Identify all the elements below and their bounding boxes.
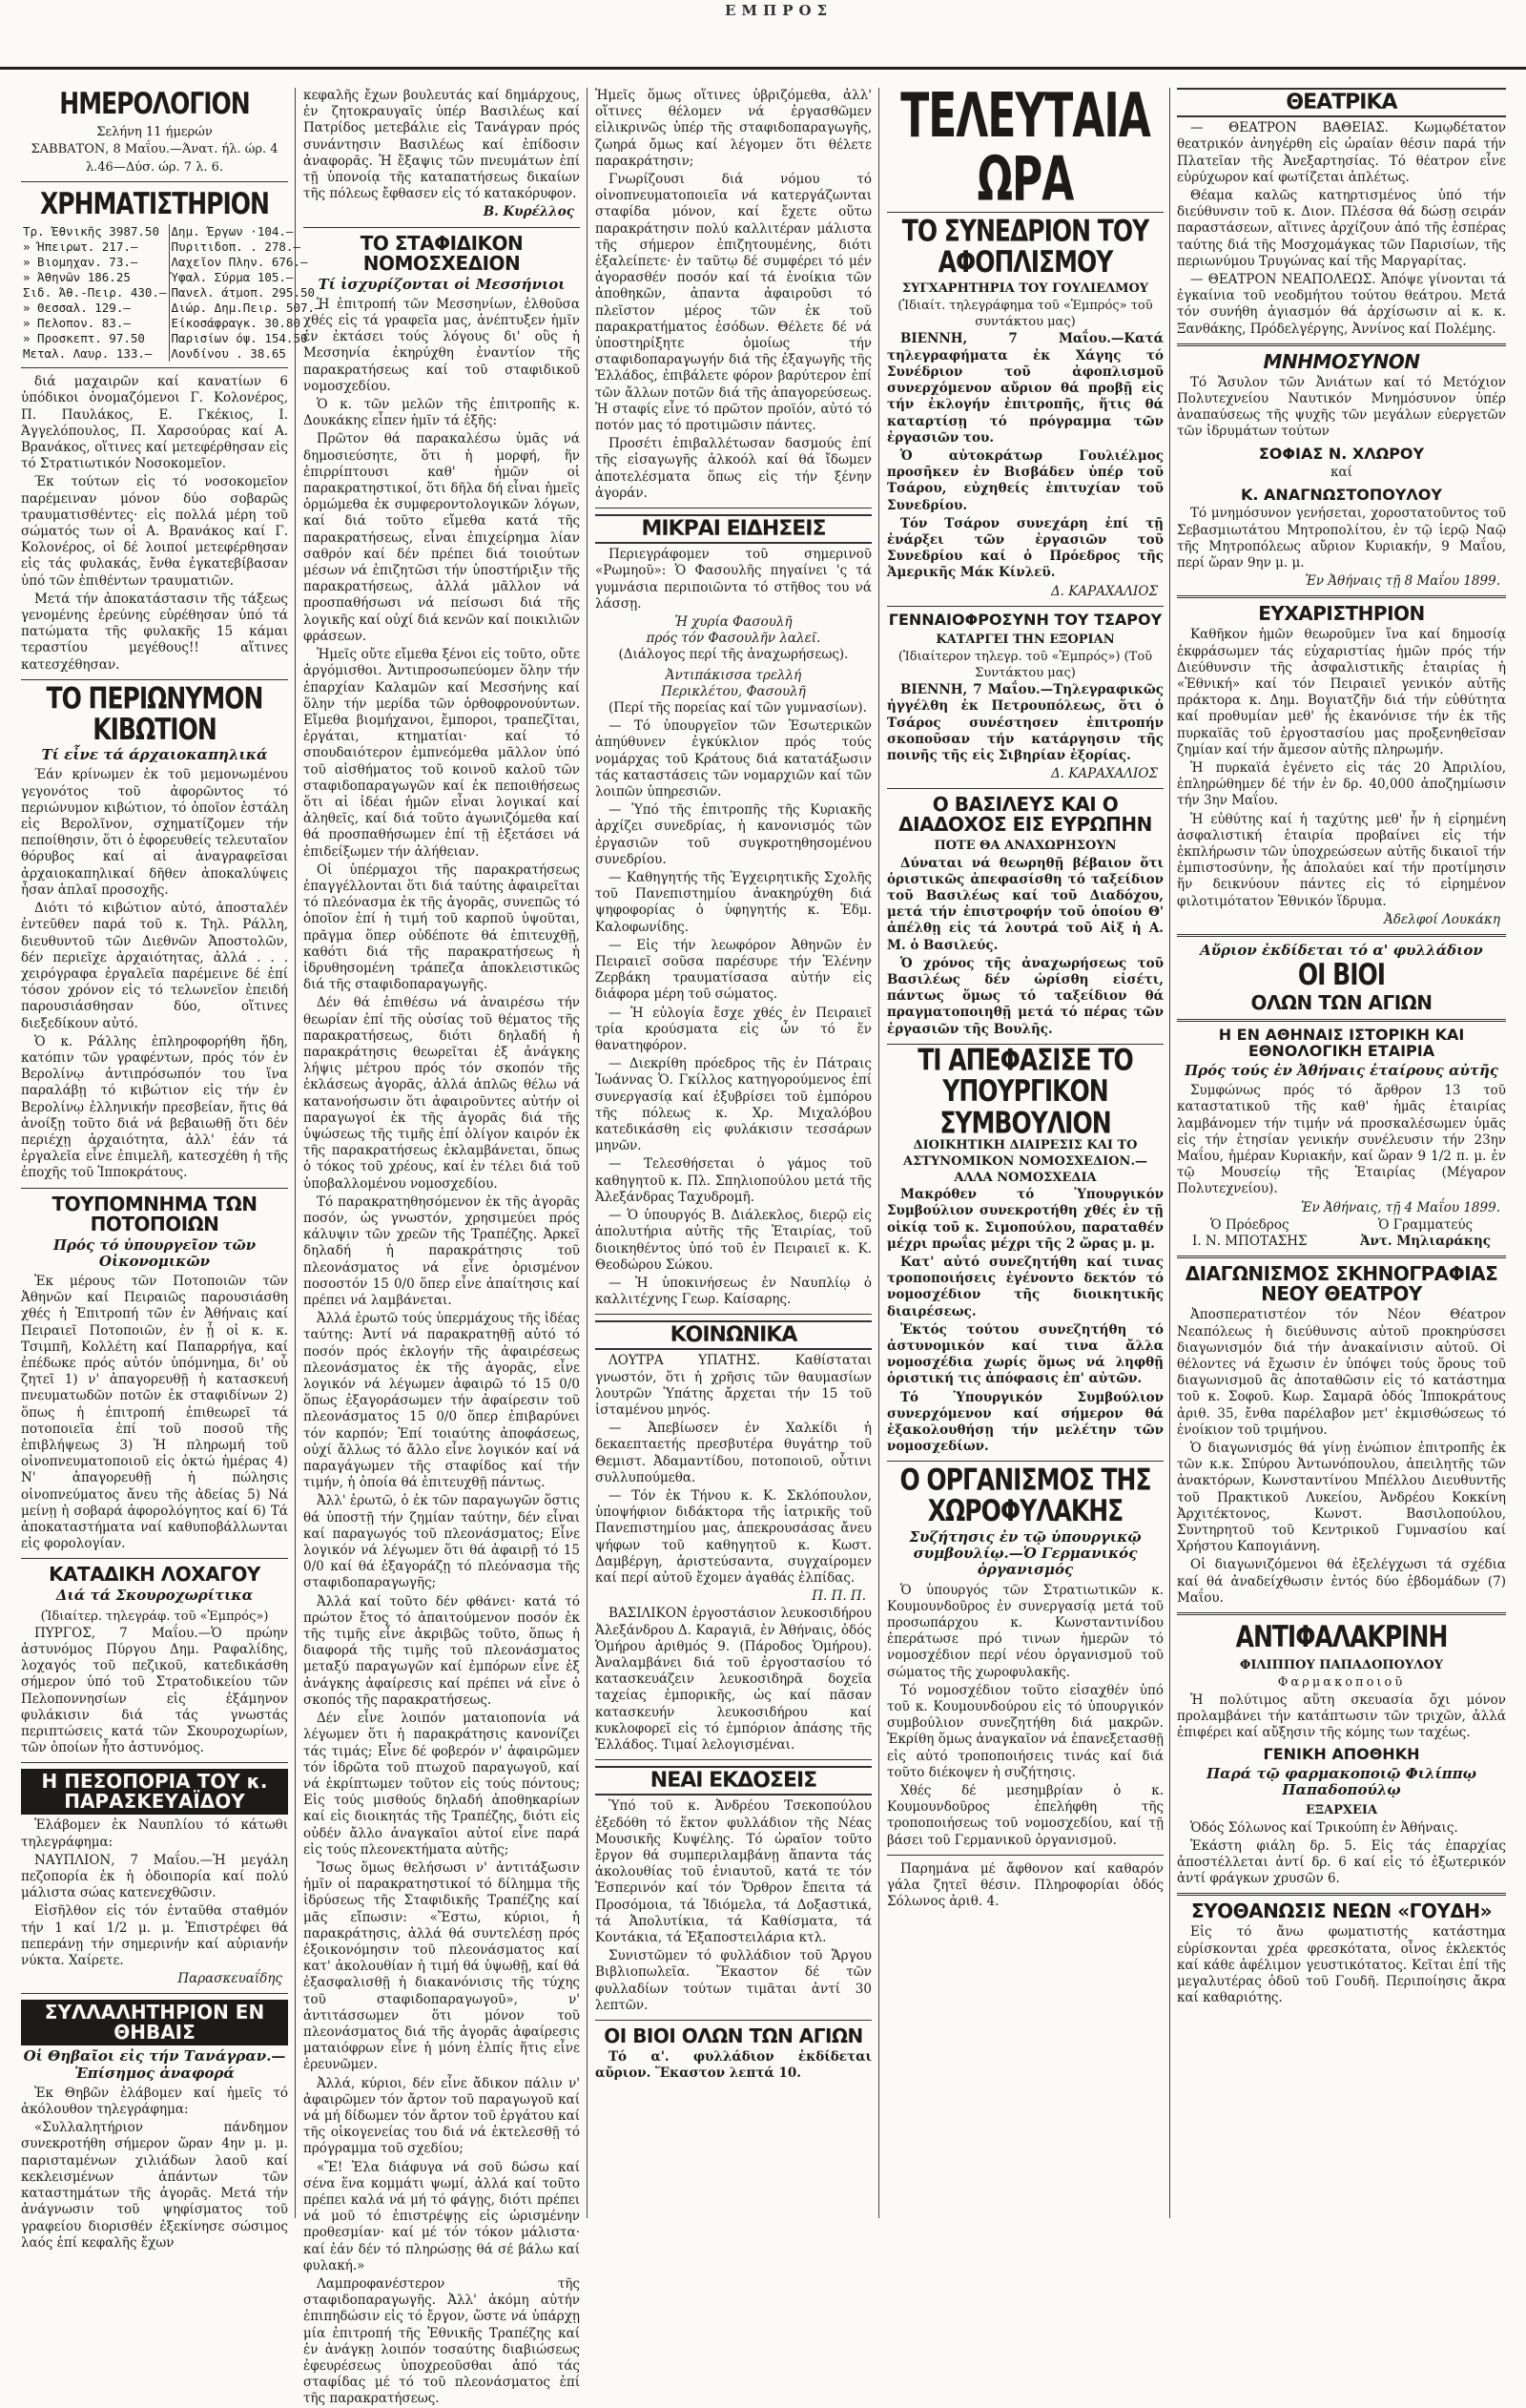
article-text: Τό μνημόσυνον γενήσεται, χοροστατοῦντος τοῦ Σεβασμιωτάτου Μητροπολίτου, ἐν τῷ ἱερῷ Ναῷ τῆς Μητροπόλεως αὔριον Κυριακήν, 9 Μαΐου, περί ὥραν 9ην μ. μ. — [1177, 506, 1506, 571]
article-text: Γνωρίζουσι διά νόμου τό οἰνοπνευματοποιεῖα νά κατεργάζωνται σταφίδα μόνον, καί ἔχετε οὕτω παρακράτησιν πολύ καλλιτέραν μάλιστα τῆς σήμερον ἐπιζητουμένης, διότι ἐξαλείπετε· ἐν ταῦτῳ δέ συμφέρει τό μέν ἀγορασθέν ποσόν καί τά ἐνοίκια τῶν ἀποθηκῶν, ἀπαντα ἀφαιροῦσι τό πλεῖστον μέρος τῶν ἐκ τοῦ παρακρατήματος ἐσόδων. Θέλετε δέ νά ὑποστηρίξητε ὁμοίως τήν σταφιδοπαραγωγήν διά τῆς ἐξαγωγῆς τῆς Ἑλλάδος, ἐπιβάλετε φόρον βαρύτερον ἐπί τῶν ἄλλων ποτῶν διά τῆς ἀπαγορεύσεως. Ἡ σταφίς εἶνε τό πρῶτον προϊόν, αὐτό τό ποτόν μας τό προτιμῶσιν πάντες. — [595, 172, 872, 434]
headline-eucharistirion: ΕΥΧΑΡΙΣΤΗΡΙΟΝ — [1258, 602, 1425, 626]
headline-organismos: Ο ΟΡΓΑΝΙΣΜΟΣ ΤΗΣ ΧΩΡΟΦΥΛΑΚΗΣ — [899, 1463, 1151, 1529]
article-text: Ἐκάστη φιάλη δρ. 5. Εἰς τάς ἐπαρχίας ἀποστέλλεται ἀντί δρ. 6 καί εἰς τό ἐξωτερικόν ἀντί φράγκων χρυσῶν 6. — [1177, 1837, 1506, 1887]
article-text: Δέν εἶνε λοιπόν ματαιοπονία νά λέγωμεν ὅτι ἡ παρακράτησις κανονίζει τάς τιμάς; Εἶνε δέ φοβερόν ν' ἀφαιρῶμεν τόν ἱδρῶτα τοῦ πτωχοῦ παραγωγοῦ, καί νά ἐκρίπτωμεν τοῦτον εἰς τούς πόντους; Εἰς τούς μισθούς δηλαδή ἀποθηκαρίων καί εἰς διοικητάς τῆς Τραπέζης, διότι εἰς οὐδέν ἄλλο ἀναγκαῖοι αὐτοί εἶνε παρά εἰς τούς πλεονεκτήματα αὐτῆς; — [303, 1711, 580, 1858]
headline-koinonika: ΚΟΙΝΩΝΙΚΑ — [595, 1320, 872, 1350]
verse-line: Περικλέτου, Φασουλῆ — [661, 683, 806, 699]
article-text: (Περί τῆς πορείας καί τῶν γυμνασίων). — [608, 700, 867, 716]
article-text: — Τελεσθήσεται ὁ γάμος τοῦ καθηγητοῦ κ. Πλ. Σπηλιοπούλου μετά τῆς Ἀλεξάνδρας Ταχυδρομῆ. — [595, 1156, 872, 1205]
signature-name: Ἀντ. Μηλιαράκης — [1360, 1234, 1491, 1250]
verse-line: Ἀντιπάκισσα τρελλή — [665, 667, 802, 683]
article-text: Ἴσως ὅμως θελήσωσι ν' ἀντιτάξωσιν ἡμῖν οἱ παρακρατηστικοί τό δίλημμα τῆς ἱδρύσεως τῆς Σταφιδικῆς Τραπέζης καί μᾶς εἴπωσιν: «Ἔστω, κύριοι, ἡ παρακράτησις, ἀλλά θά συντελέσῃ πρός ἐξοικονόμησιν τοῦ πλεονάσματος καί κατ' ἀκολουθίαν ἡ τιμή θά ὑψωθῇ, καί θά ἐξασφαλισθῇ ἡ διακανόνισις τῆς τύχης τοῦ σταφιδοπαραγωγοῦ», ν' ἀντιτάσσωμεν ὅτι μόνον τοῦ πλεονάσματος διά τῆς ἀγορᾶς ἀφαίρεσις ματαιόφρων εἶνε ἡ μόνη ἐλπίς ἥτις εἶνε ἐρευνῶμεν. — [303, 1859, 580, 2073]
subheadline: Πρός τούς ἐν Ἀθήναις ἑταίρους αὐτῆς — [1184, 1062, 1499, 1080]
subheadline: ΣΥΓΧΑΡΗΤΗΡΙΑ ΤΟΥ ΓΟΥΛΙΕΛΜΟΥ — [901, 280, 1149, 296]
article-text: διά μαχαιρῶν καί κανατίων 6 ὑπόδικοι ὀνομαζόμενοι Γ. Κολονέρος, Π. Παυλάκος, Ε. Γκέκιος, Ι. Άγγελόπουλος, Π. Χαρσούρας καί Α. Βρανάκος, οἵτινες καί μετεφέρθησαν εἰς τό Στρατιωτικόν Νοσοκομεῖον. — [21, 374, 288, 472]
bourse-table — [21, 224, 324, 362]
headline-potopoioi: ΤΟΥΠΟΜΝΗΜΑ ΤΩΝ ΠΟΤΟΠΟΙΩΝ — [52, 1192, 258, 1235]
bourse-row — [21, 346, 324, 362]
bourse-cell: Παρισίων όψ. 154.50 — [169, 331, 324, 346]
bourse-cell: Πανελ. άτμοπ. 295.50 — [169, 285, 324, 301]
ad-title: ΟΙ ΒΙΟΙ — [1297, 957, 1386, 992]
article-text: Ἀλλ' ἐρωτῶ, ὁ ἐκ τῶν παραγωγῶν ὅστις θά ὑποστῇ τήν ζημίαν ταύτην, δέν εἶναι καί παραγωγός τοῦ πλεονάσματος; Εἶνε λογικόν νά λέγωμεν ὅτι θά ἀφαιρῇ τό 15 0/0 καί θά ἐξαγοράζῃ τό πλεόνασμα τῆς σταφιδοπαραγωγῆς; — [303, 1493, 580, 1591]
headline-mnimosynon: ΜΝΗΜΟΣΥΝΟΝ — [1263, 349, 1420, 373]
memorial-name: ΣΟΦΙΑΣ Ν. ΧΛΩΡΟΥ — [1258, 444, 1425, 463]
bourse-row — [21, 301, 324, 316]
headline-syllalitirion: ΣΥΛΛΑΛΗΤΗΡΙΟΝ ΕΝ ΘΗΒΑΙΣ — [21, 2000, 288, 2045]
signature: Β. Κυρέλλος — [483, 204, 574, 220]
article-text: Ὁ χρόνος τῆς ἀναχωρήσεως τοῦ Βασιλέως δέν ὡρίσθη εἰσέτι, πάντως ὅμως τό ταξείδιον θά πραγματοποιηθῇ μετά τό πέρας τῶν ἐργασιῶν τῆς Βουλῆς. — [887, 955, 1164, 1037]
signature-right — [1360, 1217, 1491, 1250]
column-5 — [1177, 88, 1506, 2218]
article-text: κεφαλῆς ἔχων βουλευτάς καί δημάρχους, ἐν ζητοκραυγαῖς ὑπέρ Βασιλέως καί Πατρίδος μετεβάλιε εἰς Τανάγραν πρός συνάντησιν Βασιλέως καί ἐπίδοσιν ἀναφορᾶς. Ἡ ἔξαψις τῶν πνευμάτων ἐπί τῇ ὑπονοίᾳ τῆς καταπατήσεως δικαίων τῆς πόλεως ἔφθασεν εἰς τό κατακόρυφον. — [303, 88, 580, 202]
bourse-cell: Λονδίνου . 38.65 — [169, 346, 324, 362]
subheadline: ΚΑΤΑΡΓΕΙ ΤΗΝ ΕΞΟΡΙΑΝ — [936, 632, 1115, 647]
article-text: Τό Ἄσυλον τῶν Ἀνιάτων καί τό Μετόχιον Πολυτεχνείου Ναυτικόν Μνημόσυνον ὑπέρ ἀναπαύσεως τῆς ψυχῆς τῶν μεγάλων εὐεργετῶν τῶν ἱδρυμάτων τούτων — [1177, 374, 1506, 440]
article-text: — Ἡ εὐλογία ἔσχε χθές ἐν Πειραιεῖ τρία κρούσματα εἰς ὧν τό ἕν θανατηφόρον. — [595, 1005, 872, 1054]
subheadline: Παρά τῷ φαρμακοποιῷ Φιλίππῳ Παπαδοπούλῳ — [1206, 1765, 1476, 1799]
article-text: Ἡ ἐπιτροπή τῶν Μεσσηνίων, ἐλθοῦσα χθές εἰς τά γραφεῖα μας, ἀνέπτυξεν ἡμῖν ἐν ἐκτάσει τούς λόγους δι' οὓς ἡ Μεσσηνία ἐκηρύχθη ἐναντίον τῆς παρακρατήσεως καί τοῦ σταφιδικοῦ νομοσχεδίου. — [303, 296, 580, 394]
article-text: — Τόν ἐκ Τήνου κ. Κ. Σκλόπουλον, ὑποψήφιον διδάκτορα τῆς ἰατρικῆς τοῦ Πανεπιστημίου μας, ἀπεκρουσάσας ἄνευ ψήφων τοῦ καθηγητοῦ κ. Κωστ. Δαμβέργη, ἀριστεύσαντα, συγχαίρομεν καί περί αὐτοῦ ἔχομεν ἀγαθάς ἐλπίδας. — [595, 1488, 872, 1587]
classified-ad: Παρημάνα μέ ἄφθονον καί καθαρόν γάλα ζητεῖ θέσιν. Πληροφορίαι ὁδός Σόλωνος ἀριθ. 4. — [887, 1860, 1164, 1910]
article-text: ΠΥΡΓΟΣ, 7 Μαΐου.—Ὁ πρώην ἀστυνόμος Πύργου Δημ. Ραφαλίδης, λοχαγός τοῦ πεζικοῦ, κατεδικάσθη σήμερον ὑπό τοῦ Στρατοδικείου τῶν Πελοποννησίων εἰς ἐξάμηνον φυλάκισιν διά τάς γνωστάς περιπτώσεις κατά τῶν Σκουροχωρίων, τῶν ὁποίων ἧτο ἀστυνόμος. — [21, 1625, 288, 1756]
bourse-cell: » Ήπειρωτ. 217.— — [23, 239, 138, 255]
article-text: Θέαμα καλῶς κατηρτισμένος ὑπό τήν διεύθυνσιν τοῦ κ. Διον. Πλέσσα θά δώσῃ σειράν παραστάσεων, αἵτινες ἀρχίζουν ἀπό τῆς ἑσπέρας ταύτης διά τῆς Μοσχομάγκας τῶν Παρισίων, τῆς περιωνύμου Τρυγώνας καί τῆς Μαργαρίτας. — [1177, 187, 1506, 269]
article-text: — Ὁ ὑπουργός Β. Διάλεκλος, διερῷ εἰς ἀπολυτήρια αὐτῆς τῆς Ἐταιρίας, τοῦ διοικηθέντος ὑπό τοῦ ἐν Πειραιεῖ κ. Κ. Θεοδώρου Σώκου. — [595, 1208, 872, 1273]
bourse-row — [21, 331, 324, 346]
article-text: Ὑπό τοῦ κ. Ἀνδρέου Τσεκοπούλου ἐξεδόθη τό ἕκτον φυλλάδιον τῆς Νέας Μουσικῆς Κυψέλης. Τό ὡραῖον τοῦτο ἔργον θά συμπεριλαμβάνῃ ἅπαντα τάς ἀκολουθίας τοῦ ἐνιαυτοῦ, κατά τε τόν Ἑσπερινόν καί τόν Ὄρθρον ἔπειτα τά Προσόμοια, τά Ἰδιόμελα, τά Δοξαστικά, τά Ἀπολυτίκια, τά Καθίσματα, τά Κοντάκια, τά Ἐξαποστειλάρια κτλ. — [595, 1798, 872, 1945]
article-text: Ἡ πυρκαϊά ἐγένετο εἰς τάς 20 Ἀπριλίου, ἐπληρώθημεν δέ τήν ἐν δρ. 40,000 ἀποζημίωσιν τήν 3ην Μαΐου. — [1177, 759, 1506, 809]
subheadline: Συζήτησις ἐν τῷ ὑπουργικῷ συμβουλίῳ.—Ὁ Γερμανικός ὀργανισμός — [909, 1527, 1142, 1579]
article-text: — ΘΕΑΤΡΟΝ ΝΕΑΠΟΛΕΩΣ. Ἀπόψε γίνονται τά ἐγκαίνια τοῦ νεοδμήτου τούτου θεάτρου. Μετά τόν συνήθη ἁγιασμόν θά ἀρχίσωσιν αἱ κ. κ. Ξανθάκης, Πρόδελγέργης, Ἀννίνος καί Πολέμης. — [1177, 271, 1506, 337]
article-text: — Εἰς τήν λεωφόρον Ἀθηνῶν ἐν Πειραιεῖ σοῦσα παρέσυρε τήν Ἑλένην Ζερβάκη τραυματίσασα αὐτήν εἰς διάφορα μέρη τοῦ σώματος. — [595, 937, 872, 1003]
article-text: Οἱ διαγωνιζόμενοι θά ἐξελέγχωσι τά σχέδια καί θά ἀναδείχθωσιν ἐντός δύο ἑβδομάδων (7) Μαΐου. — [1177, 1557, 1506, 1606]
bourse-cell: Είκοσάφραγκ. 30.80 — [169, 316, 324, 331]
headline-tsaros: ΓΕΝΝΑΙΟΦΡΟΣΥΝΗ ΤΟΥ ΤΣΑΡΟΥ — [888, 610, 1163, 629]
article-text: «Συλλαλητήριον πάνδημον συνεκροτήθη σήμερον ὥραν 4ην μ. μ. παρισταμένων χιλιάδων λαοῦ καί κεκλεισμένων ἁπάντων τῶν καταστημάτων τῆς ἀγορᾶς. Μετά τήν ἀνάγνωσιν τοῦ ψηφίσματος τοῦ γραφείου διορισθέν ἐξεκίνησε σώσιμος λαός ἐπί κεφαλῆς ἔχων — [21, 2120, 288, 2251]
bourse-cell: Ύφαλ. Σύρμα 105.— — [169, 270, 324, 285]
article-text: Τό νομοσχέδιον τοῦτο εἰσαχθέν ὑπό τοῦ κ. Κουμουνδούρου εἰς τό ὑπουργικόν συμβούλιον συνεζητήθη διά μακρῶν. Ἐκρίθη ὅμως ἀναγκαῖον νά ἐπανεξετασθῇ εἰς αὐτό τροποποιήσεις τινάς καί διά τοῦτο διέκοψεν ἡ συζήτησις. — [887, 1682, 1164, 1780]
bourse-cell: » Προσκεπτ. 97.50 — [23, 331, 145, 346]
article-text: Πρῶτον θά παρακαλέσω ὑμᾶς νά δημοσιεύσητε, ὅτι ἡ μορφή, ἥν ἐπιρρίπτουσι καθ' ἡμῶν οἱ παρακρατηστικοί, ὅτι δῆλα δή εἶναι ἡμεῖς ὁρμώμεθα ἐκ συμφεροντολογικῶν λόγων, καί διά τοῦτο εἴμεθα κατά τῆς παρακρατήσεως, εἶναι ἐπιχείρημα λίαν σαθρόν καί δέν πρέπει διά τοιούτων μέσων νά ἐπιζητῶσι τήν ὑποστήριξιν τῆς παρακρατήσεως, ἀλλά μᾶλλον νά προσπαθήσωσι νά πείσωσι διά τῆς λογικῆς καί οὐχί διά κενῶν καί ποικιλιῶν φράσεων. — [303, 431, 580, 644]
article-text: Ἀλλά ἐρωτῶ τούς ὑπερμάχους τῆς ἰδέας ταύτης: Ἀντί νά παρακρατηθῇ αὐτό τό ποσόν πρός ἐκλογήν τῆς ἀφαιρέσεως πλεονάσματος ἐκ τῆς ἀγορᾶς, εἶνε λογικόν νά λέγωμεν ἀφαιρῶ τό 15 0/0 ὅπως ἐξαγοράσωμεν τήν ἀφαίρεσιν τοῦ πλεονάσματος 15 0/0 ὅπερ ἐπιβαρύνει τόν καρπόν; Ἐπί τοιαύτης ἀποφάσεως, οὐχί ἄλλως τό ἄλλο εἶνε λογικόν καί νά παραγάγωμεν τῆς σταφίδος καί τήν τιμήν, ἡ ὁποία θά ἐπιτευχθῇ πάντως. — [303, 1311, 580, 1491]
article-text: ΒΑΣΙΛΙΚΟΝ ἐργοστάσιον λευκοσιδήρου Ἀλεξάνδρου Δ. Καραγιᾶ, ἐν Ἀθήναις, ὁδός Ὁμήρου ἀριθμός 9. (Πάροδος Ὁμήρου). Ἀναλαμβάνει διά τοῦ ἐργοστασίου τό κατασκευάζειν λευκοσιδηρᾶ δοχεῖα ταχείας ἐμπορικῆς, ὡς καί πᾶσαν κατασκευήν λευκοσιδήρου καί κυκλοφορεῖ εἰς τό ἐμπόριον ἀπάσης τῆς Ἑλλάδος. Τιμαί λελογισμέναι. — [595, 1606, 872, 1754]
headline-teleutaia-ora: ΤΕΛΕΥΤΑΙΑ ΩΡΑ — [900, 80, 1150, 216]
bourse-cell: Μεταλ. Λαυρ. 133.— — [23, 346, 153, 362]
article-text: Λαμπροφανέστερον τῆς σταφιδοπαραγωγῆς. Ἀλλ' ἀκόμη αὐτήν ἐπιπηδώσιν εἰς τό ἔργον, ὥστε νά ὑπάρχῃ μία ἐπιτροπή τῆς Ἐθνικῆς Τραπέζης καί ἐν ἀνάγκῃ λοιπόν τοσαύτης διαβιώσεως ἐφευρέσεως ὑποχρεοῦσθαι ἀπό τάς σταφίδας μέ τό τοῦ πλεονάσματος ἐπί τῆς παρακρατήσεως. — [303, 2276, 580, 2407]
telegram-credit: (Ἰδιαίτ. τηλεγράφημα τοῦ «Ἐμπρός» τοῦ συντάκτου μας) — [897, 299, 1153, 330]
subheadline: Οἱ Θηβαῖοι εἰς τήν Τανάγραν.—Ἐπίσημος ἀναφορά — [23, 2047, 286, 2082]
column-3 — [595, 88, 872, 2218]
headline-pezoporia: Η ΠΕΣΟΠΟΡΙΑ ΤΟΥ κ. ΠΑΡΑΣΚΕΥΑΪΔΟΥ — [21, 1769, 288, 1815]
article-text: Ἀλλά καί τοῦτο δέν φθάνει· κατά τό πρώτον ἔτος τό ἀπαιτούμενον ποσόν ἐκ τῆς τιμῆς εἶνε ἀκριβῶς τοῦτο, ὅπως ἡ διαφορά τῆς τιμῆς τοῦ πλεονάσματος μεταξύ παραγωγῶν καί ἐμπόρων εἶνε ἐξ ἀνάγκης ἀφαίρεσις καί πρέπει νά εἶνε ὁ σκοπός τῆς παρακρατήσεως. — [303, 1593, 580, 1708]
article-text: Συνιστῶμεν τό φυλλάδιον τοῦ Ἄργου Βιβλιοπωλεῖα. Ἕκαστον δέ τῶν φυλλαδίων τούτων τιμᾶται ἀντί 30 λεπτῶν. — [595, 1948, 872, 2013]
column-rule — [1169, 88, 1170, 2218]
bourse-cell: Λαχεῖον Πλην. 676.— — [169, 255, 324, 270]
bourse-cell: Σιδ. Άθ.-Πειρ. 430.— — [23, 285, 167, 301]
verse-line: (Διάλογος περί τῆς ἀναχωρήσεως). — [618, 647, 849, 663]
signature: Δ. ΚΑΡΑΧΑΛΙΟΣ — [1050, 583, 1158, 599]
article-text: Ἐλάβομεν ἐκ Ναυπλίου τό κάτωθι τηλεγράφημα: — [21, 1817, 288, 1850]
headline-ti-apefasise: ΤΙ ΑΠΕΦΑΣΙΣΕ ΤΟ ΥΠΟΥΡΓΙΚΟΝ ΣΥΜΒΟΥΛΙΟΝ — [918, 1042, 1133, 1140]
article-text: — Καθηγητής τῆς Ἐγχειρητικῆς Σχολῆς τοῦ Πανεπιστημίου ἀνακηρύχθη διά ψηφοφορίας ὁ ὑφηγητής κ. Ἐδμ. Καλοφωνίδης. — [595, 870, 872, 935]
signature: Π. Π. Π. — [812, 1588, 866, 1605]
subheadline: ΔΙΟΙΚΗΤΙΚΗ ΔΙΑΙΡΕΣΙΣ ΚΑΙ ΤΟ ΑΣΤΥΝΟΜΙΚΟΝ ΝΟΜΟΣΧΕΔΙΟΝ.—ΑΛΛΑ ΝΟΜΟΣΧΕΔΙΑ — [903, 1137, 1147, 1185]
bourse-row — [21, 239, 324, 255]
column-2 — [303, 88, 580, 2407]
bourse-cell: Πυριτιδοπ. . 278.— — [169, 239, 324, 255]
article-text: Ὁ διαγωνισμός θά γίνῃ ἐνώπιον ἐπιτροπῆς ἐκ τῶν κ.κ. Σπύρου Ἀντωνόπουλου, ἀπειλητῆς τῶν ἀνακτόρων, Κωνσταντίνου Μπέλλου Διευθυντῆς τοῦ Πρακτικοῦ Λυκείου, Ἀνδρέου Κοκκίνη Ἀρχιτέκτονος, Κωνστ. Βασιλοπούλου, Συντηρητοῦ τοῦ Κεντρικοῦ Γυμνασίου καί Χρήστου Καπογιάννη. — [1177, 1440, 1506, 1555]
subheadline: Φαρμακοποιοῦ — [1277, 1675, 1406, 1691]
headline-stafidikon: ΤΟ ΣΤΑΦΙΔΙΚΟΝ ΝΟΜΟΣΧΕΔΙΟΝ — [360, 231, 524, 275]
almanac-title: ΗΜΕΡΟΛΟΓΙΟΝ — [59, 86, 250, 121]
column-1 — [21, 86, 322, 2251]
subheadline: Τί εἶνε τά άρχαιοκαπηλικά — [41, 746, 268, 764]
article-text: Ὁ ὑπουργός τῶν Στρατιωτικῶν κ. Κουμουνδοῦρος ἐν συνεργασίᾳ μετά τοῦ προσωπάρχου κ. Κωνσταντινίδου ἐπεράτωσε πρό τινων ἡμερῶν τό νομοσχέδιον περί νέου ὀργανισμοῦ τοῦ σώματος τῆς χωροφυλακῆς. — [887, 1582, 1164, 1680]
headline-vioi: ΟΙ ΒΙΟΙ ΟΛΩΝ ΤΩΝ ΑΓΙΩΝ — [604, 2024, 863, 2048]
column-rule — [878, 88, 879, 2218]
bourse-cell: » Θεσσαλ. 129.— — [23, 301, 131, 316]
bourse-title: ΧΡΗΜΑΤΙΣΤΗΡΙΟΝ — [40, 186, 269, 221]
bourse-cell: Διώρ. Δημ.Πειρ. 507.— — [169, 301, 324, 316]
column-4 — [887, 80, 1164, 2218]
ad-title: ΟΛΩΝ ΤΩΝ ΑΓΙΩΝ — [1250, 991, 1433, 1015]
signature: Παρασκευαΐδης — [177, 1971, 282, 1987]
subheadline: Διά τά Σκουροχωρίτικα — [55, 1587, 254, 1605]
headline-theatrika: ΘΕΑΤΡΙΚΑ — [1177, 88, 1506, 117]
article-text: — Ἡ ὑποκινήσεως ἐν Ναυπλίῳ ὁ καλλιτέχνης Γεωρ. Καίσαρης. — [595, 1275, 872, 1308]
bourse-cell: » Πελοπον. 83.— — [23, 316, 131, 331]
article-text: Περιεγράφομεν τοῦ σημερινοῦ «Ρωμηοῦ»: Ὁ Φασουλῆς πηγαίνει 'ς τά γυμνάσια περιποιῶντα τό στῆθος του νά λάσσῃ. — [595, 547, 872, 612]
column-rule — [295, 88, 296, 2218]
article-text: Μακρόθεν τό Ὑπουργικόν Συμβούλιον συνεκροτήθη χθές ἐν τῇ οἰκίᾳ τοῦ κ. Σιμοπούλου, παραταθέν μέχρι πρωΐας μέχρι τῆς 2 ὥρας μ. μ. — [887, 1187, 1164, 1252]
almanac-date: ΣΑΒΒΑΤΟΝ, 8 Μαΐου.—Άνατ. ήλ. ώρ. 4 — [31, 142, 278, 157]
article-text: Ὁ αὐτοκράτωρ Γουλιέλμος προσῆκεν ἐν Βισβάδεν ὑπέρ τοῦ Τσάρου, εὐχηθείς ἐπιτυχίαν τοῦ Συνεδρίου. — [887, 447, 1164, 513]
headline-neai-ekdoseis: ΝΕΑΙ ΕΚΔΟΣΕΙΣ — [595, 1766, 872, 1796]
article-text: Ὁ κ. Ράλλης ἐπληροφορήθη ἤδη, κατόπιν τῶν γραφέντων, πρός τόν ἐν Βερολίνῳ ἀντιπρόσωπόν του ἵνα παραλάβῃ τό κιβώτιον εἰς τήν ἐν Βερολίνῳ ἑλληνικήν πρεσβείαν, ἥτις θά ἀνοίξῃ τοῦτο διά νά βεβαιωθῇ ὅτι δέν περιέχῃ ἀρχαιότητα, ἀλλ' ἐάν τά ἐργαλεῖα εἶνε ἐπιμελῆ, κατεσχέθη ἡ τῆς ἐποχῆς τοῦ Ἱπποκράτους. — [21, 1033, 288, 1181]
article-text: Ἐκ μέρους τῶν Ποτοποιῶν τῶν Ἀθηνῶν καί Πειραιῶς παρουσιάσθη χθές ἡ Ἐπιτροπή τῶν ἐν Ἀθήναις καί Πειραιεῖ Ποτοποιῶν, ἐν ᾗ οἱ κ. κ. Τσιμπῆ, Κολλέτη καί Παπαρρήγα, καί ἐπέδωκε πρός αὐτόν ὑπόμνημα, δι' οὗ ζητεῖ 1) ν' ἀπαγορευθῇ ἡ κατασκευή πνευματωδῶν ποτῶν ἐκ σταφιδίνων 2) ὅπως ἡ ἐπιτροπή ἐπιθεωρεῖ τά ποτοποιεῖα ἐπί τοῦ ποσοῦ τῆς ἐπιβλήψεως 3) Ἡ πληρωμή τοῦ οἰνοπνευματοποιοῦ εἰς ὀκτώ ἡμέρας 4) Ν' ἀπαγορευθῇ ἡ πώλησις οἰνοπνεύματος ἄνευ τῆς ἀδείας 5) Νά μείνῃ ἡ σοβαρά ἀφορολόγητος καί 6) Τά ἀποκαταστήματα ναί καθυποβάλλωνται εἰς φορολογίαν. — [21, 1273, 288, 1552]
subheadline: Πρός τό ὑπουργεῖον τῶν Οἰκονομικῶν — [52, 1235, 257, 1270]
article-text: — Ὑπό τῆς ἐπιτροπῆς τῆς Κυριακῆς ἀρχίζει συνεδρίας, ἡ κανονισμός τῶν ἐργασιῶν τοῦ συγκροτηθησομένου συνεδρίου. — [595, 802, 872, 867]
article-text: Προσέτι ἐπιβαλλέτωσαν δασμούς ἐπί τῆς εἰσαγωγῆς ἀλκοόλ καί θά ἴδωμεν ἀποτελέσματα ὅπως εἰς τήν ξένην ἀγοράν. — [595, 436, 872, 501]
masthead-strip — [0, 0, 1526, 70]
headline-etairia: Η ΕΝ ΑΘΗΝΑΙΣ ΙΣΤΟΡΙΚΗ ΚΑΙ ΕΘΝΟΛΟΓΙΚΗ ΕΤΑΙΡΙΑ — [1218, 1026, 1465, 1061]
article-text: Καθῆκον ἡμῶν θεωροῦμεν ἵνα καί δημοσίᾳ ἐκφράσωμεν τάς εὐχαριστίας ἡμῶν πρός τήν Διεύθυνσιν τῆς ἀσφαλιστικῆς ἑταιρίας ἡ «Ἐθνική» καί τόν Πειραιεῖ γενικόν αὐτῆς πράκτορα κ. Δημ. Βογιατζῆν διά τήν εὐθύτητα καί προθυμίαν μεθ' ἧς ἐκανόνισε τήν ἐκ τῆς πυρκαϊᾶς τοῦ ἐργοστασίου μας προξενηθεῖσαν ζημίαν καί τήν ἄμεσον αὐτῆς πληρωμήν. — [1177, 627, 1506, 758]
headline-gouda: ΣΥΟΘΑΝΩΣΙΣ ΝΕΩΝ «ΓΟΥΔΗ» — [1191, 1899, 1492, 1923]
article-text: Ἡ εὐθύτης καί ἡ ταχύτης μεθ' ἧν ἡ εἰρημένη ἀσφαλιστική ἑταιρία προβαίνει εἰς τήν ἐκπλήρωσιν τῶν ὑποχρεώσεων αὐτῆς δικαιοῖ τήν ἐμπιστοσύνην, ἧς ἀπολαύει καί τήν προτίμησιν ἥν δεικνύουν πάντες εἰς τό εἰρημένον φιλοτιμότατον Ἐθνικόν ἵδρυμα. — [1177, 811, 1506, 909]
article-text: — Διεκρίθη πρόεδρος τῆς ἐν Πάτραις Ἰωάννας Ὁ. Γκίλλος κατηγορούμενος ἐπί συνεργασίᾳ καί ἐξυβρίσει τοῦ ἐμπόρου τῆς πόλεως κ. Χρ. Μιχαλόβου κατεδικάσθη εἰς φυλάκισιν τεσσάρων μηνῶν. — [595, 1056, 872, 1154]
memorial-name: Κ. ΑΝΑΓΝΩΣΤΟΠΟΥΛΟΥ — [1241, 485, 1442, 504]
article-text: Ἡμεῖς ὅμως οἵτινες ὑβριζόμεθα, ἀλλ' οἵτινες θέλομεν νά ἐργασθῶμεν εἰλικρινῶς ὑπέρ τῆς σταφιδοπαραγωγῆς, ζωηρά ὄμως καί λέγομεν ὅτι θέλετε παρακράτησιν; — [595, 88, 872, 169]
article-text: — Ἀπεβίωσεν ἐν Χαλκίδι ἡ δεκαεπταετής πρεσβυτέρα θυγάτηρ τοῦ Θεμιστ. Ἀδαμαντίδου, ποτοποιοῦ, οὗτινι συλλυπούμεθα. — [595, 1421, 872, 1485]
article-text: Οἱ ὑπέρμαχοι τῆς παρακρατήσεως ἐπαγγέλλονται ὅτι διά ταύτης ἀφαιρεῖται τό πλεόνασμα ἐκ τῆς ἀγορᾶς, συνεπῶς τό ὁποῖον ἐπί ἡ τιμή τοῦ καρποῦ ὑψοῦται, πρᾶγμα ὅπερ οὐδέποτε θά ἐπιτευχθῇ, καθότι διά τῆς παρακρατήσεως ἡ ἱδρυθησομένη τράπεζα ἀποκλειστικῶς διά τῆς σταφιδοπαραγωγῆς. — [303, 861, 580, 993]
ad-announcement: Αὔριον ἐκδίδεται τό α' φυλλάδιον — [1200, 942, 1483, 960]
article-text: ΝΑΥΠΛΙΟΝ, 7 Μαΐου.—Ἡ μεγάλη πεζοπορία ἐκ ἡ ὁδοιπορία καί πολύ μάλιστα σώας κατενεχθῶσιν. — [21, 1852, 288, 1901]
dateline: Ἐν Ἀθήναις τῇ 8 Μαΐου 1899. — [1305, 573, 1500, 590]
article-text: Ὁδός Σόλωνος καί Τρικούπη ἐν Ἀθήναις. — [1190, 1819, 1458, 1836]
article-text: Έκ τούτων εἰς τό νοσοκομεῖον παρέμειναν μόνον δύο σοβαρῶς τραυματισθέντες· εἰς πολλά μέρη τοῦ σώματός των οἱ Α. Βρανάκος καί Γ. Κολονέρος, οἱ δέ λοιποί μετεφέρθησαν εἰς τάς φυλακάς, ἔνθα ἐγκατεβίβασαν ὑπό τῶν ἐπιθέντων τραυματιῶν. — [21, 474, 288, 589]
verse-line: πρός τόν Φασουλῆν λαλεῖ. — [646, 631, 821, 647]
signature: Ἀδελφοί Λουκάκη — [1384, 911, 1500, 927]
article-text: — ΘΕΑΤΡΟΝ ΒΑΘΕΙΑΣ. Κωμῳδέτατον θεατρικόν ἀνηγέρθη εἰς ὡραίαν θέσιν παρά τήν Πλατεῖαν τῆς Ἀνεξαρτησίας. Τό θέατρον εἶνε εὐρύχωρον καί φωτίζεται ἀπλέτως. — [1177, 120, 1506, 185]
article-text: Χθές δέ μεσημβρίαν ὁ κ. Κουμουνδοῦρος ἐπελήφθη τῆς τροποποιήσεως τοῦ νομοσχεδίου, καί τῇ βάσει τοῦ Γερμανικοῦ ὀργανισμοῦ. — [887, 1782, 1164, 1848]
headline-mikrai-eidiseis: ΜΙΚΡΑΙ ΕΙΔΗΣΕΙΣ — [595, 514, 872, 544]
masthead-fragment: ΕΜΠΡΟΣ — [725, 2, 834, 19]
article-text: ΒΙΕΝΝΗ, 7 Μαΐου.—Κατά τηλεγραφήματα ἐκ Χάγης τό Συνέδριον τοῦ ἀφοπλισμοῦ συνερχόμενον αὔριον θά προβῇ εἰς τήν ἐκλογήν ἐπιτροπῆς, ἥτις θά καταρτίσῃ τό πρόγραμμα τῶν ἐργασιῶν του. — [887, 331, 1164, 446]
article-text: Έάν κρίνωμεν ἐκ τοῦ μεμονωμένου γεγονότος τοῦ ἀφορῶντος τό περιώνυμον κιβώτιον, τό ὁποῖον ἐστάλη εἰς Βερολῖνον, σχηματίζομεν τήν πεποίθησιν, ὅτι ὁ ἐφορευθείς τελευταῖον θόρυβος καί αἱ ἀναγραφεῖσαι ἀρχαιοκαπηλικαί δῆθεν ἀποκαλύψεις ἦσαν ἁπλαῖ προσοχῆς. — [21, 767, 288, 898]
column-rule — [587, 88, 588, 2218]
article-text: Ἐκτός τούτου συνεζητήθη τό ἀστυνομικόν καί τινα ἄλλα νομοσχέδια χωρίς ὅμως νά ληφθῇ ὁριστική τις ἀπόφασις ἐπ' αὐτῶν. — [887, 1321, 1164, 1387]
bourse-row — [21, 316, 324, 331]
subheadline: ΦΙΛΙΠΠΟΥ ΠΑΠΑΔΟΠΟΥΛΟΥ — [1240, 1658, 1443, 1673]
subheadline: Τί ἰσχυρίζονται οἱ Μεσσήνιοι — [318, 275, 566, 293]
telegram-credit: (Ἰδιαίτερ. τηλεγράφ. τοῦ «Ἐμπρός») — [40, 1609, 269, 1624]
headline-katadiki: ΚΑΤΑΔΙΚΗ ΛΟΧΑΓΟΥ — [49, 1563, 260, 1587]
headline-diagonismos: ΔΙΑΓΩΝΙΣΜΟΣ ΣΚΗΝΟΓΡΑΦΙΑΣ ΝΕΟΥ ΘΕΑΤΡΟΥ — [1185, 1262, 1498, 1306]
headline-geniki-apothiki: ΓΕΝΙΚΗ ΑΠΟΘΗΚΗ — [1263, 1745, 1420, 1764]
bourse-cell: Τρ. Έθνικῆς 3987.50 — [23, 224, 159, 239]
bourse-row — [21, 255, 324, 270]
article-text: Δέν θά ἐπιθέσω νά ἀναιρέσω τήν θεωρίαν ἐπί τῆς οὐσίας τοῦ θέματος τῆς παρακρατήσεως, διότι δηλαδή ἡ παρακράτησις θεωρεῖται ἐξ ἀνάγκης λήψις μέτρου πρός τόν σκοπόν τῆς ἐκλάσεως ἀγορᾶς, ἀλλά ἁπλῶς θέλω νά κατανοήσωσιν ὅτι ἀφαιροῦντες αὐτήν οἱ παραγωγοί ἐκ τῆς ἀγορᾶς διά τῆς ὑψώσεως τῆς τιμῆς ἐπί ὀλίγον καιρόν ἐκ τῆς παρακρατήσεως ἐκλαμβάνεται, ὅπως ὁ τόκος τοῦ χρέους, καί ἐν τέλει διά τοῦ ὑποβαλλομένου νομοσχεδίου. — [303, 995, 580, 1192]
article-text: «Ἔ! Ἐλα διάφυγα νά σοῦ δώσω καί σένα ἕνα κομμάτι ψωμί, ἀλλά καί τοῦτο πρέπει καλά νά μή τό φάγῃς, διότι πρέπει νά μοῦ τό ἐπιστρέψῃς εἰς ὡρισμένην προθεσμίαν· καί μέ τόν τόκον μάλιστα· καί ἐάν δέν τό πληρώσῃς θά σέ βάλω καί φυλακή.» — [303, 2159, 580, 2273]
article-text: Εἰσῆλθον εἰς τόν ἐνταῦθα σταθμόν τήν 1 καί 1/2 μ. μ. Ἐπιστρέφει θά πεπεράνῃ τήν σημερινήν καί αὐριανήν νύκτα. Χαίρετε. — [21, 1903, 288, 1969]
headline-antifalakrini: ΑΝΤΙΦΑΛΑΚΡΙΝΗ — [1235, 1619, 1448, 1654]
signature-title: Ὁ Γραμματεύς — [1377, 1216, 1474, 1233]
verse-line: Ἡ χυρία Φασουλῆ — [674, 613, 793, 630]
headline-synedrion: ΤΟ ΣΥΝΕΔΡΙΟΝ ΤΟΥ ΑΦΟΠΛΙΣΜΟΥ — [901, 214, 1149, 280]
article-text: Τό α'. φυλλάδιον ἐκδίδεται αὔριον. Ἕκαστον λεπτά 10. — [595, 2049, 872, 2082]
bourse-cell: » Βιομηχαν. 73.— — [23, 255, 138, 270]
article-text: Ἀποσπερατιστέον τόν Νέον Θέατρον Νεαπόλεως ἡ διεύθυνσις αὐτοῦ προκηρύσσει διαγωνισμόν διά τήν ἀνακαίνισιν αὐτοῦ. Οἱ θέλοντες νά ἔχωσιν ἐν ὑπόψει τούς ὅρους τοῦ διαγωνισμοῦ ἂς ἀποταθῶσιν εἰς τό κατάστημα τοῦ κ. Σοφοῦ. Κωρ. Σαμαρᾶ ὁδός Ἱπποκράτους ἀριθ. 35, ἔνθα παρέλαβον μετ' ἐκμισθώσεως τό ἐνοίκιον τοῦ τριμήνου. — [1177, 1307, 1506, 1438]
article-text: ΒΙΕΝΝΗ, 7 Μαΐου.—Τηλεγραφικῶς ἠγγέλθη ἐκ Πετρουπόλεως, ὅτι ὁ Τσάρος συνέστησεν ἐπιτροπήν σκοποῦσαν τήν κατάργησιν τῆς ποινῆς τῆς εἰς Σιβηρίαν ἐξορίας. — [887, 682, 1164, 763]
signature-title: Ὁ Πρόεδρος — [1210, 1216, 1289, 1233]
article-text: Μετά τήν ἀποκατάστασιν τῆς τάξεως γενομένης ἐρεύνης εὑρέθησαν ὑπό τά πατώματα τῆς φυλακῆς 15 κάμαι τεραστίου μεγέθους!! αἵτινες κατεσχέθησαν. — [21, 591, 288, 673]
article-text: Ἀλλά, κύριοι, δέν εἶνε ἄδικον πάλιν ν' ἀφαιρῶμεν τόν ἄρτον τοῦ παραγωγοῦ καί νά μή δίδωμεν τόν ἄρτον τοῦ ἐργάτου καί τῆς οἰκογενείας του διά νά ἐκτελεσθῇ τό πρόγραμμα τοῦ σχεδίου; — [303, 2075, 580, 2157]
article-text: Ἐκ Θηβῶν ἐλάβομεν καί ἡμεῖς τό ἀκόλουθον τηλεγράφημα: — [21, 2085, 288, 2118]
article-text: Διότι τό κιβώτιον αὐτό, ἀποσταλέν ἐντεῦθεν παρά τοῦ κ. Τηλ. Ράλλη, διευθυντοῦ τῶν Διεθνῶν Ἀποστολῶν, δέν περιεῖχε ἀρχαιότητας, ἀλλά . . . χειρόγραφα ἐργαλεῖα παρέμεινε δέ ἐπί τόσον χρόνον εἰς τό τελωνεῖον ἐπειδή παρουσιάσθησαν δύο, οἵτινες διεξεδίκουν αὐτό. — [21, 901, 288, 1031]
almanac-moon: Σελήνη 11 ήμερών — [96, 125, 213, 140]
signature-left — [1192, 1217, 1308, 1250]
dateline: Ἐν Ἀθήναις, τῇ 4 Μαΐου 1899. — [1301, 1199, 1500, 1215]
article-text: Συμφώνως πρός τό ἄρθρον 13 τοῦ καταστατικοῦ τῆς καθ' ἡμᾶς ἑταιρίας λαμβάνομεν τήν τιμήν νά προσκαλέσωμεν ὑμᾶς εἰς τήν ἐτησίαν γενικήν συνέλευσιν τήν 23ην Μαΐου, ἡμέραν Κυριακήν, καί ὥραν 9 1/2 π. μ. ἐν τῷ Μουσείῳ τῆς Ἑταιρίας (Μέγαρον Πολυτεχνείου). — [1177, 1083, 1506, 1197]
article-text: Τό παρακρατηθησόμενον ἐκ τῆς ἀγορᾶς ποσόν, ὡς γνωστόν, χρησιμεύει πρός κάλυψιν τῶν χρεῶν τῆς Τραπέζης. Ἀρκεῖ δηλαδή ἡ παρακράτησις τοῦ πλεονάσματος νά εἶνε ὁρισμένον ποσοστόν 15 0/0 ὅπερ εἶνε ἀπαίτησις καί πρέπει νά λαμβάνεται. — [303, 1194, 580, 1309]
bourse-cell: » Άθηνῶν 186.25 — [23, 270, 131, 285]
subheadline: ΠΟΤΕ ΘΑ ΑΝΑΧΩΡΗΣΟΥΝ — [934, 839, 1117, 854]
article-text: Τόν Τσάρον συνεχάρη ἐπί τῇ ἐνάρξει τῶν ἐργασιῶν τοῦ Συνεδρίου καί ὁ Πρόεδρος τῆς Ἀμερικῆς Μάκ Κίνλεϋ. — [887, 515, 1164, 581]
article-text: Δύναται νά θεωρηθῇ βέβαιον ὅτι ὁριστικῶς ἀπεφασίσθη τό ταξείδιον τοῦ Βασιλέως καί τοῦ Διαδόχου, μετά τήν ἐπιστροφήν τοῦ ὁποίου Θ' ἀπέλθῃ εἰς τά λουτρά τοῦ Αἰξ ἡ Α. Μ. ὁ Βασιλεύς. — [887, 855, 1164, 953]
article-text: Ὁ κ. τῶν μελῶν τῆς ἐπιτροπῆς κ. Δουκάκης εἶπεν ἡμῖν τά ἑξῆς: — [303, 397, 580, 429]
memorial-and: καί — [1330, 465, 1352, 481]
bourse-row — [21, 285, 324, 301]
article-text: Κατ' αὐτό συνεζητήθη καί τινας τροποποιήσεις ἐγένοντο δεκτόν τό νομοσχέδιον τῆς διοικητικῆς διαιρέσεως. — [887, 1254, 1164, 1319]
article-text: — Τό ὑπουργεῖον τῶν Ἐσωτερικῶν ἀπηύθυνεν ἐγκύκλιον πρός τούς νομάρχας τοῦ Κράτους διά κατατάξωσιν τάς καταστάσεις τῶν νομαρχιῶν καί τῶν λοιπῶν ὑπηρεσιῶν. — [595, 718, 872, 800]
signature-name: Ι. Ν. ΜΠΟΤΑΣΗΣ — [1192, 1234, 1308, 1250]
article-text: Εἰς τό ἄνω φωματιστής κατάστημα εὑρίσκονται χρέα φρεσκότατα, οἶνος ἐκλεκτός καί κάθε ἀφέλιμον γευστικότατος. Κεῖται ἐπί τῆς μεγαλυτέρας ὁδοῦ τοῦ Γουδῆ. Περιποίησις ἄκρα καί καθαριότης. — [1177, 1924, 1506, 2006]
bourse-cell: Δημ. Έργων ·104.— — [169, 224, 324, 239]
signature: Δ. ΚΑΡΑΧΑΛΙΟΣ — [1050, 766, 1158, 782]
article-text: ΛΟΥΤΡΑ ΥΠΑΤΗΣ. Καθίσταται γνωστόν, ὅτι ἡ χρῆσις τῶν θαυμασίων λουτρῶν Ὑπάτης ἄρχεται τήν 15 τοῦ ἱσταμένου μηνός. — [595, 1353, 872, 1419]
almanac-sunset: λ.46—Δύσ. ώρ. 7 λ. 6. — [85, 159, 224, 175]
signature-block — [1177, 1217, 1506, 1250]
article-text: Τό Ὑπουργικόν Συμβούλιον συνερχόμενον καί σήμερον θά ἐξακολουθήσῃ τήν μελέτην τῶν νομοσχεδίων. — [887, 1389, 1164, 1455]
subheadline: ΕΞΑΡΧΕΙΑ — [1305, 1803, 1378, 1818]
telegram-credit: (Ἰδιαίτερον τηλεγρ. τοῦ «Ἐμπρός») (Τοῦ Συντάκτου μας) — [897, 649, 1153, 680]
article-text: Ἡ πολύτιμος αὕτη σκευασία ὄχι μόνον προλαμβάνει τήν κατάπτωσιν τῶν τριχῶν, ἀλλά ἐπιφέρει καί αὔξησιν τῆς κόμης των ταχέως. — [1177, 1692, 1506, 1741]
bourse-row — [21, 270, 324, 285]
headline-kivotion: ΤΟ ΠΕΡΙΩΝΥΜΟΝ ΚΙΒΩΤΙΟΝ — [46, 680, 263, 747]
headline-vasileus: Ο ΒΑΣΙΛΕΥΣ ΚΑΙ Ο ΔΙΑΔΟΧΟΣ ΕΙΣ ΕΥΡΩΠΗΝ — [898, 793, 1152, 837]
article-text: Ἡμεῖς οὔτε εἴμεθα ξένοι εἰς τοῦτο, οὔτε ἀργόμισθοι. Ἀντιπροσωπεύομεν ὅλην τήν ἐπαρχίαν Καλαμῶν καί Μεσσήνης καί ὅλην τήν μερίδα τῶν ὀρθοφρονούντων. Εἴμεθα βιομήχανοι, ἔμποροι, τραπεζῖται, ἐργάται, κτηματίαι· καί τό σπουδαιότερον ἐμπνεόμεθα μᾶλλον ὑπό τοῦ αἰσθήματος τοῦ κοινοῦ καλοῦ τῶν σταφιδοπαραγωγῶν καί ἐκ πεποιθήσεως ὅτι αἱ ἰδέαι ἡμῶν εἶναι λογικαί καί ἀληθεῖς, καί διά τοῦτο ἀγωνιζόμεθα καί θά προσπαθήσωμεν ἐπί τῇ ἐξετάσει νά ἐπιδείξωμεν τήν ἀλήθειαν. — [303, 647, 580, 860]
bourse-row — [21, 224, 324, 239]
